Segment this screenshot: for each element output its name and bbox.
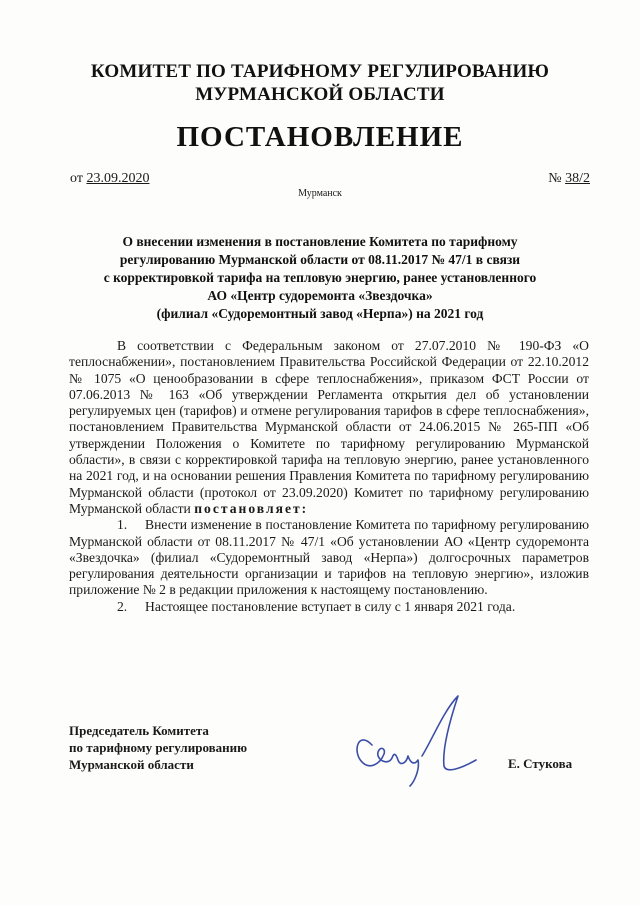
subject-line: регулированию Мурманской области от 08.11.2017 № 47/1 в связи (119, 252, 521, 267)
signatory-name: Е. Стукова (508, 756, 573, 771)
subject-line: (филиал «Судоремонтный завод «Нерпа») на 2021 год (156, 306, 484, 321)
signatory-position (69, 722, 247, 773)
resolve-word: постановляет: (194, 500, 309, 516)
handwritten-signature (340, 690, 480, 790)
org-line-1: КОМИТЕТ ПО ТАРИФНОМУ РЕГУЛИРОВАНИЮ (90, 61, 550, 82)
document-subject (70, 233, 570, 323)
date-value: 23.09.2020 (86, 171, 150, 186)
subject-line: с корректировкой тарифа на тепловую энергию, ранее установленного (103, 270, 537, 285)
item-text: Внести изменение в постановление Комитета по тарифному регулированию Мурманской области от 08.11.2017 № 47/1 «Об установлении АО «Центр судоремонта «Звездочка» (филиал «Судоремонтный завод «Нерпа») долгосрочных параметров регулирования деятельности организации и тарифов на тепловую энергию», изложив приложение № 2 в редакции приложения к настоящему постановлению. (69, 517, 589, 598)
org-line-2: МУРМАНСКОЙ ОБЛАСТИ (195, 84, 445, 105)
number-value: 38/2 (565, 171, 590, 186)
preamble-text: В соответствии с Федеральным законом от 27.07.2010 № 190-ФЗ «О теплоснабжении», постановлением Правительства Российской Федерации от 22.10.2012 № 1075 «О ценообразовании в сфере теплоснабжения», приказом ФСТ России от 07.06.2013 № 163 «Об утверждении Регламента открытия дел об установлении регулируемых цен (тарифов) и отмене регулирования тарифов в сфере теплоснабжения», постановлением Правительства Мурманской области от 24.06.2015 № 265-ПП «Об утверждении Положения о Комитете по тарифному регулированию Мурманской области», в связи с корректировкой тарифа на тепловую энергию, ранее установленного на 2021 год, и на основании решения Правления Комитета по тарифному регулированию Мурманской области (протокол от 23.09.2020) Комитет по тарифному регулированию Мурманской области (69, 338, 589, 516)
position-line-1: Председатель Комитета (69, 723, 209, 738)
document-body (69, 338, 589, 615)
position-line-3: Мурманской области (69, 757, 194, 772)
subject-line: АО «Центр судоремонта «Звездочка» (207, 288, 433, 303)
preamble-paragraph (69, 338, 589, 517)
item-number: 1. (117, 517, 128, 533)
item-number: 2. (117, 598, 128, 614)
position-line-2: по тарифному регулированию (69, 740, 248, 755)
number-prefix: № (548, 171, 562, 186)
date-prefix: от (70, 171, 83, 186)
document-number (548, 171, 590, 187)
document-city: Мурманск (298, 188, 342, 199)
document-type-title: ПОСТАНОВЛЕНИЕ (176, 121, 464, 153)
document-date (70, 171, 149, 187)
organization-header (0, 60, 640, 106)
resolution-item (69, 517, 589, 598)
item-text: Настоящее постановление вступает в силу с 1 января 2021 года. (145, 598, 516, 614)
subject-line: О внесении изменения в постановление Комитета по тарифному (122, 234, 518, 249)
resolution-item (69, 599, 589, 615)
